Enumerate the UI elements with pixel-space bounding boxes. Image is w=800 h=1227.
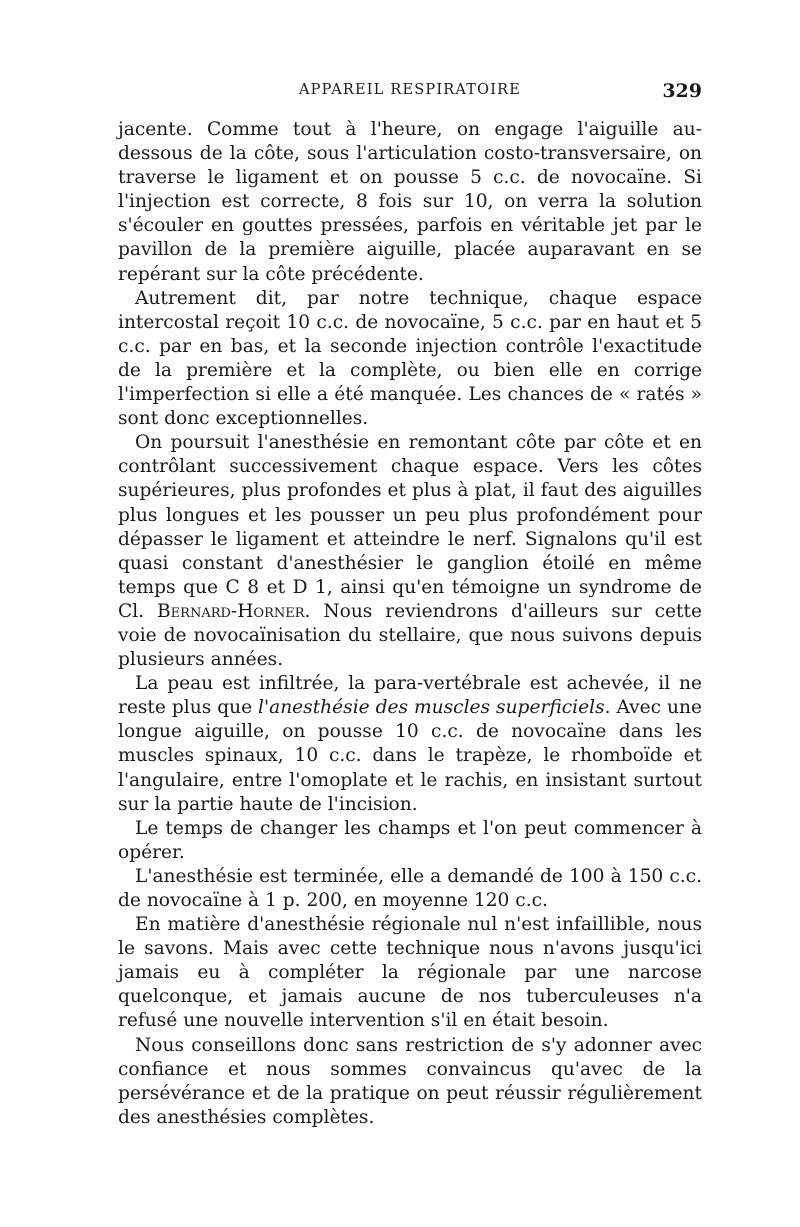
paragraph-change-fields: Le temps de changer les champs et l'on peut commencer à opérer. <box>118 817 702 863</box>
running-title: APPAREIL RESPIRATOIRE <box>298 82 522 98</box>
syndrome-name: Bernard-Horner <box>157 600 305 622</box>
paragraph-ascending-anesthesia <box>118 431 702 672</box>
paragraph-superficial-muscles <box>118 672 702 817</box>
page-number: 329 <box>662 80 702 102</box>
paragraph-text: . Avec une longue aiguille, on pousse 10 c.c. de novocaïne dans les muscles spinaux, 10 c.c. dans le trapèze, le rhomboïde et l'angulaire, entre l'omoplate et le rachis, en insistant surtout sur la partie haute de l'incision. <box>118 697 702 815</box>
book-page <box>118 80 702 1130</box>
paragraph-text: La peau est infiltrée, la para-vertébrale est achevée, il ne reste plus que <box>118 673 702 719</box>
emphasized-phrase: l'anesthésie des muscles superficiels <box>258 697 605 719</box>
paragraph-continuation: jacente. Comme tout à l'heure, on engage l'aiguille au-dessous de la côte, sous l'articulation costo-transversaire, on traverse le ligament et on pousse 5 c.c. de novocaïne. Si l'injection est correcte, 8 fois sur 10, on verra la solution s'écouler en gouttes pressées, parfois en véritable jet par le pavillon de la première aiguille, placée auparavant en se repérant sur la côte précédente. <box>118 119 702 285</box>
paragraph-text: . Nous reviendrons d'ailleurs sur cette voie de novocaïnisation du stellaire, que nous suivons depuis plusieurs années. <box>118 600 702 671</box>
paragraph-technique: Autrement dit, par notre technique, chaque espace intercostal reçoit 10 c.c. de novocaïne, 5 c.c. par en haut et 5 c.c. par en bas, et la seconde injection contrôle l'exactitude de la première et la complète, ou bien elle en corrige l'imperfection si elle a été manquée. Les chances de « ratés » sont donc exceptionnelles. <box>118 287 702 430</box>
paragraph-dosage: L'anesthésie est terminée, elle a demandé de 100 à 150 c.c. de novocaïne à 1 p. 200, en moyenne 120 c.c. <box>118 865 702 911</box>
running-head <box>118 80 702 108</box>
paragraph-text: On poursuit l'anesthésie en remontant côte par côte et en contrôlant successivement chaque espace. Vers les côtes supérieures, plus profondes et plus à plat, il faut des aiguilles plus longues et les pousser un peu plus profondément pour dépasser le ligament et atteindre le nerf. Signalons qu'il est quasi constant d'anesthésier le ganglion étoilé en même temps que C 8 et D 1, ainsi qu'en témoigne un syndrome de Cl. <box>118 432 702 622</box>
paragraph-regional-anesthesia: En matière d'anesthésie régionale nul n'est infaillible, nous le savons. Mais avec cette technique nous n'avons jusqu'ici jamais eu à compléter la régionale par une narcose quelconque, et jamais aucune de nos tuberculeuses n'a refusé une nouvelle intervention s'il en était besoin. <box>118 914 702 1032</box>
paragraph-conclusion: Nous conseillons donc sans restriction de s'y adonner avec confiance et nous sommes convaincus qu'avec de la persévérance et de la pratique on peut réussir régulièrement des anesthésies complètes. <box>118 1034 702 1128</box>
body-text <box>118 118 702 1130</box>
